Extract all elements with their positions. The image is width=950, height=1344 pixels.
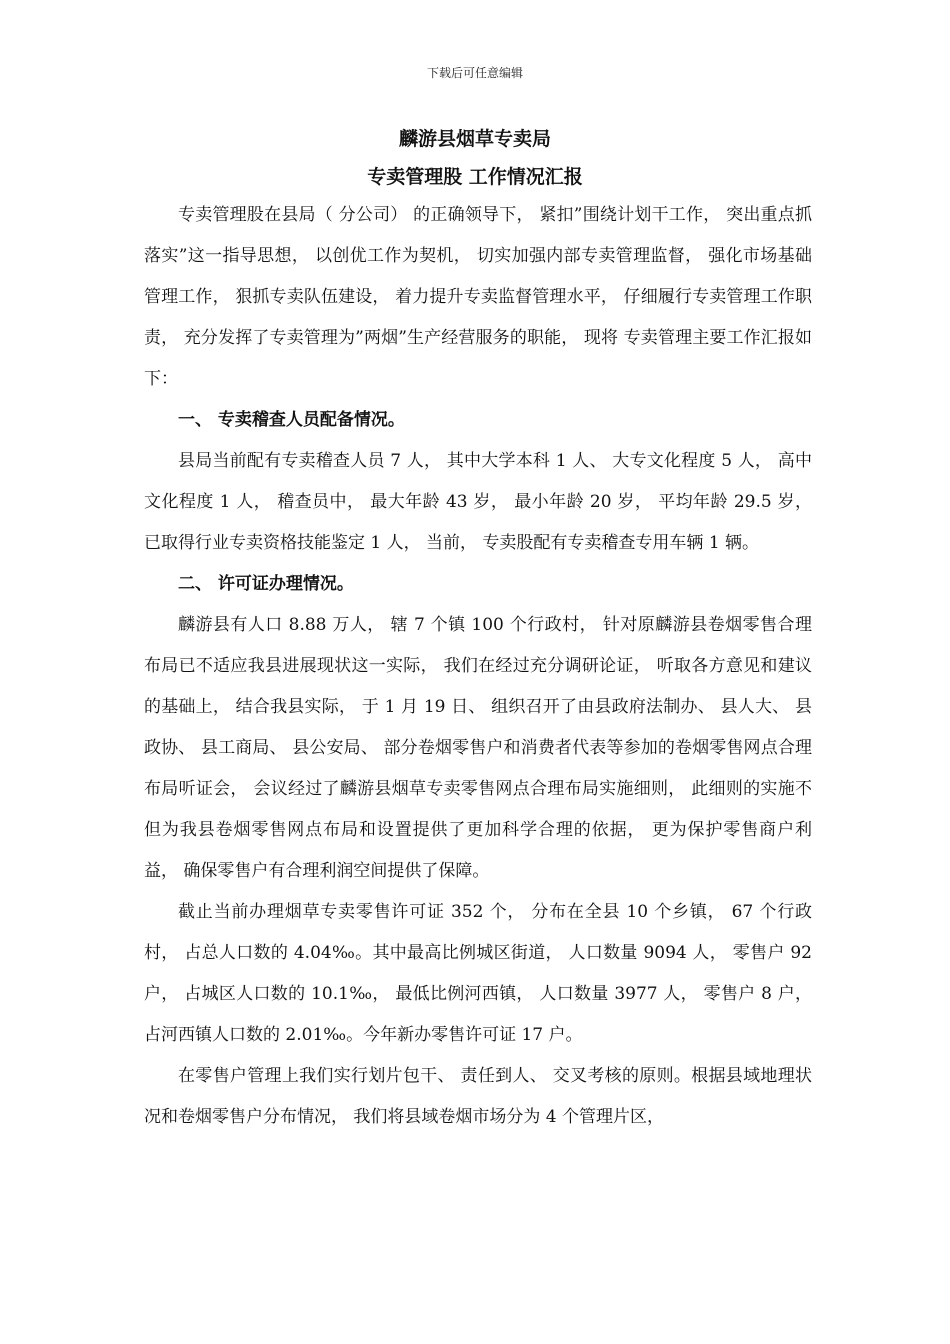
license-paragraph: 麟游县有人口 8.88 万人， 辖 7 个镇 100 个行政村， 针对原麟游县卷烟零售合理布局已不适应我县进展现状这一实际， 我们在经过充分调研论证， 听取各方意见和建议的基础上， 结合我县实际， 于 1 月 19 日、 组织召开了由县政府法制办、 县人大、 县政协、 县工商局、 县公安局、 部分卷烟零售户和消费者代表等参加的卷烟零售网点合理布局听证会， 会议经过了麟游县烟草专卖零售网点合理布局实施细则， 此细则的实施不但为我县卷烟零售网点布局和设置提供了更加科学合理的依据， 更为保护零售商户利益， 确保零售户有合理利润空间提供了保障。 xyxy=(144,615,812,881)
document-subtitle: 专卖管理股 工作情况汇报 xyxy=(367,166,583,188)
intro-paragraph: 专卖管理股在县局（ 分公司） 的正确领导下， 紧扣”围绕计划干工作， 突出重点抓落实”这一指导思想， 以创优工作为契机， 切实加强内部专卖管理监督， 强化市场基础管理工作， 狠抓专卖队伍建设， 着力提升专卖监督管理水平， 仔细履行专卖管理工作职责， 充分发挥了专卖管理为”两烟”生产经营服务的职能， 现将 专卖管理主要工作汇报如下： xyxy=(144,205,812,389)
document-title: 麟游县烟草专卖局 xyxy=(398,128,551,150)
staffing-paragraph: 县局当前配有专卖稽查人员 7 人， 其中大学本科 1 人、 大专文化程度 5 人， 高中文化程度 1 人， 稽查员中， 最大年龄 43 岁， 最小年龄 20 岁， 平均年龄 29.5 岁， 已取得行业专卖资格技能鉴定 1 人， 当前， 专卖股配有专卖稽查专用车辆 1 辆。 xyxy=(144,451,812,553)
section-heading-staffing: 一、 专卖稽查人员配备情况。 xyxy=(178,410,405,430)
section-heading-license: 二、 许可证办理情况。 xyxy=(178,574,354,594)
license-stats-paragraph: 截止当前办理烟草专卖零售许可证 352 个， 分布在全县 10 个乡镇， 67 个行政村， 占总人口数的 4.04‰。其中最高比例城区街道， 人口数量 9094 人， 零售户 92 户， 占城区人口数的 10.1‰， 最低比例河西镇， 人口数量 3977 人， 零售户 8 户， 占河西镇人口数的 2.01‰。今年新办零售许可证 17 户。 xyxy=(144,902,812,1045)
header-note: 下载后可任意编辑 xyxy=(426,66,523,80)
retailer-management-paragraph: 在零售户管理上我们实行划片包干、 责任到人、 交叉考核的原则。根据县域地理状况和卷烟零售户分布情况， 我们将县域卷烟市场分为 4 个管理片区， xyxy=(144,1066,812,1127)
document-body xyxy=(144,195,812,1138)
